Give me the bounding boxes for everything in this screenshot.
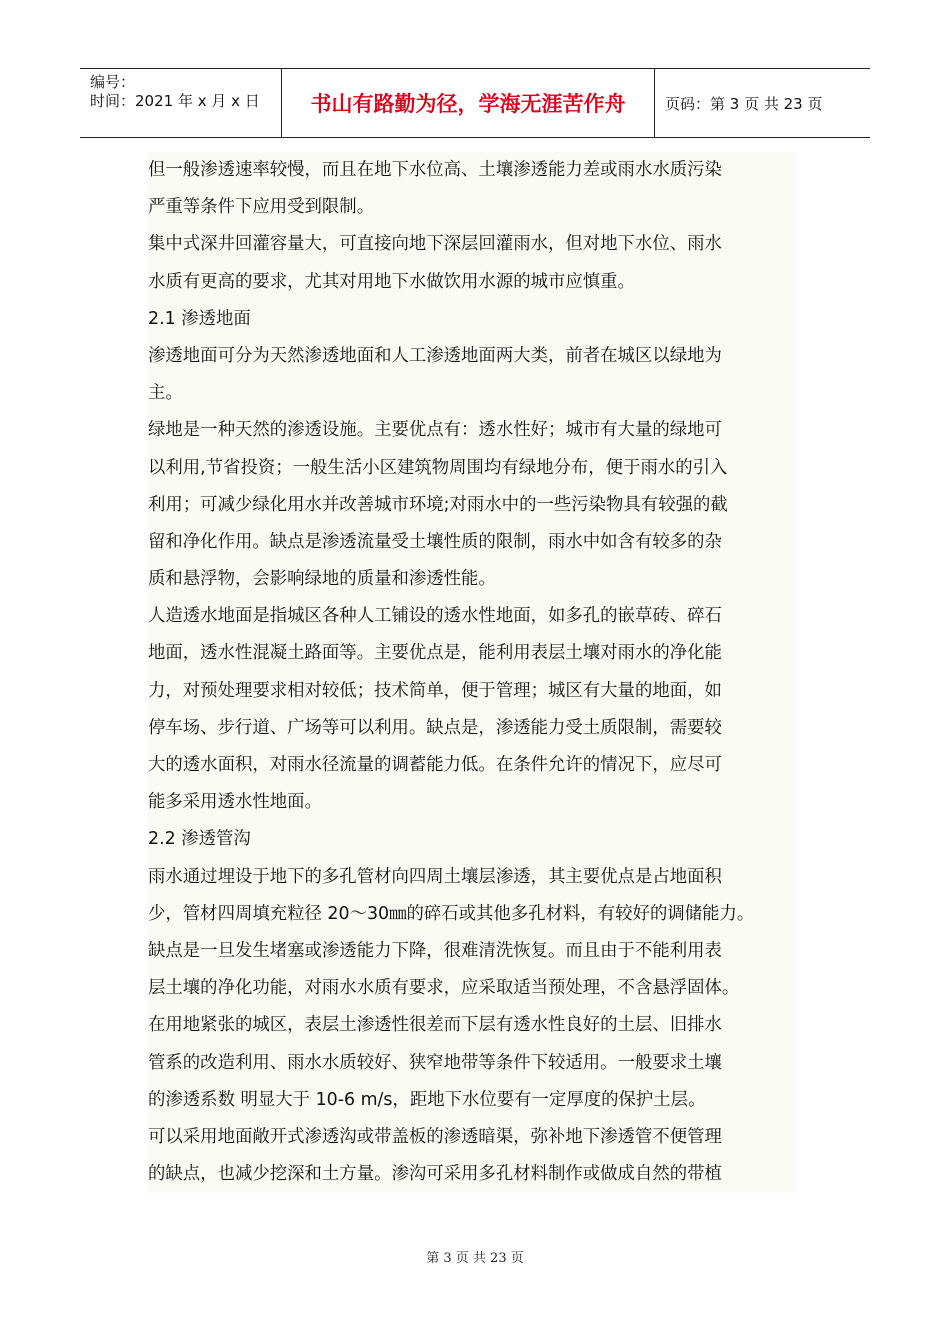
body-line: 缺点是一旦发生堵塞或渗透能力下降，很难清洗恢复。而且由于不能利用表	[148, 940, 722, 961]
date-label: 时间：2021 年 x 月 x 日	[90, 92, 260, 110]
body-line: 少，管材四周填充粒径 20～30㎜的碎石或其他多孔材料，有较好的调储能力。	[148, 903, 755, 924]
motto-cell	[282, 69, 655, 137]
code-label: 编号：	[90, 73, 136, 91]
body-line: 但一般渗透速率较慢，而且在地下水位高、土壤渗透能力差或雨水水质污染	[148, 160, 722, 180]
body-line: 质和悬浮物，会影响绿地的质量和渗透性能。	[148, 569, 496, 590]
footer-page-number: 第 3 页 共 23 页	[426, 1251, 524, 1266]
body-line: 力，对预处理要求相对较低；技术简单，便于管理；城区有大量的地面，如	[148, 680, 722, 701]
body-line: 层土壤的净化功能，对雨水水质有要求，应采取适当预处理，不含悬浮固体。	[148, 978, 740, 999]
page-footer	[0, 1247, 950, 1266]
body-line: 留和净化作用。缺点是渗透流量受土壤性质的限制，雨水中如含有较多的杂	[148, 531, 722, 552]
body-line: 的缺点，也减少挖深和土方量。渗沟可采用多孔材料制作或做成自然的带植	[148, 1164, 722, 1185]
body-line: 管系的改造利用、雨水水质较好、狭窄地带等条件下较适用。一般要求土壤	[148, 1052, 722, 1073]
body-line: 人造透水地面是指城区各种人工铺设的透水性地面，如多孔的嵌草砖、碎石	[148, 606, 722, 627]
motto-text: 书山有路勤为径，学海无涯苦作舟	[310, 92, 626, 116]
body-line: 能多采用透水性地面。	[148, 792, 322, 813]
header-info-cell	[80, 69, 282, 137]
body-line: 渗透地面可分为天然渗透地面和人工渗透地面两大类，前者在城区以绿地为	[148, 345, 722, 366]
page-info-cell	[655, 69, 870, 137]
document-body	[148, 152, 798, 1193]
page-info-text: 页码：第 3 页 共 23 页	[665, 94, 823, 113]
body-line: 绿地是一种天然的渗透设施。主要优点有：透水性好；城市有大量的绿地可	[148, 420, 722, 441]
body-line: 水质有更高的要求，尤其对用地下水做饮用水源的城市应慎重。	[148, 271, 635, 292]
body-line: 可以采用地面敞开式渗透沟或带盖板的渗透暗渠，弥补地下渗透管不便管理	[148, 1126, 722, 1147]
section-heading: 2.2 渗透管沟	[148, 829, 251, 850]
body-line: 主。	[148, 383, 183, 404]
body-line: 雨水通过埋设于地下的多孔管材向四周土壤层渗透，其主要优点是占地面积	[148, 866, 722, 887]
body-line: 地面，透水性混凝土路面等。主要优点是，能利用表层土壤对雨水的净化能	[148, 643, 722, 664]
body-line: 利用；可减少绿化用水并改善城市环境;对雨水中的一些污染物具有较强的截	[148, 494, 728, 515]
section-heading: 2.1 渗透地面	[148, 308, 251, 329]
document-header	[80, 68, 870, 138]
body-line: 停车场、步行道、广场等可以利用。缺点是，渗透能力受土质限制，需要较	[148, 717, 722, 738]
body-line: 在用地紧张的城区，表层土渗透性很差而下层有透水性良好的土层、旧排水	[148, 1015, 722, 1036]
body-line: 严重等条件下应用受到限制。	[148, 197, 375, 218]
body-line: 以利用,节省投资；一般生活小区建筑物周围均有绿地分布，便于雨水的引入	[148, 457, 728, 478]
body-line: 集中式深井回灌容量大，可直接向地下深层回灌雨水，但对地下水位、雨水	[148, 234, 722, 255]
body-line: 大的透水面积，对雨水径流量的调蓄能力低。在条件允许的情况下，应尽可	[148, 755, 722, 775]
body-line: 的渗透系数 明显大于 10-6 m/s，距地下水位要有一定厚度的保护土层。	[148, 1089, 706, 1110]
